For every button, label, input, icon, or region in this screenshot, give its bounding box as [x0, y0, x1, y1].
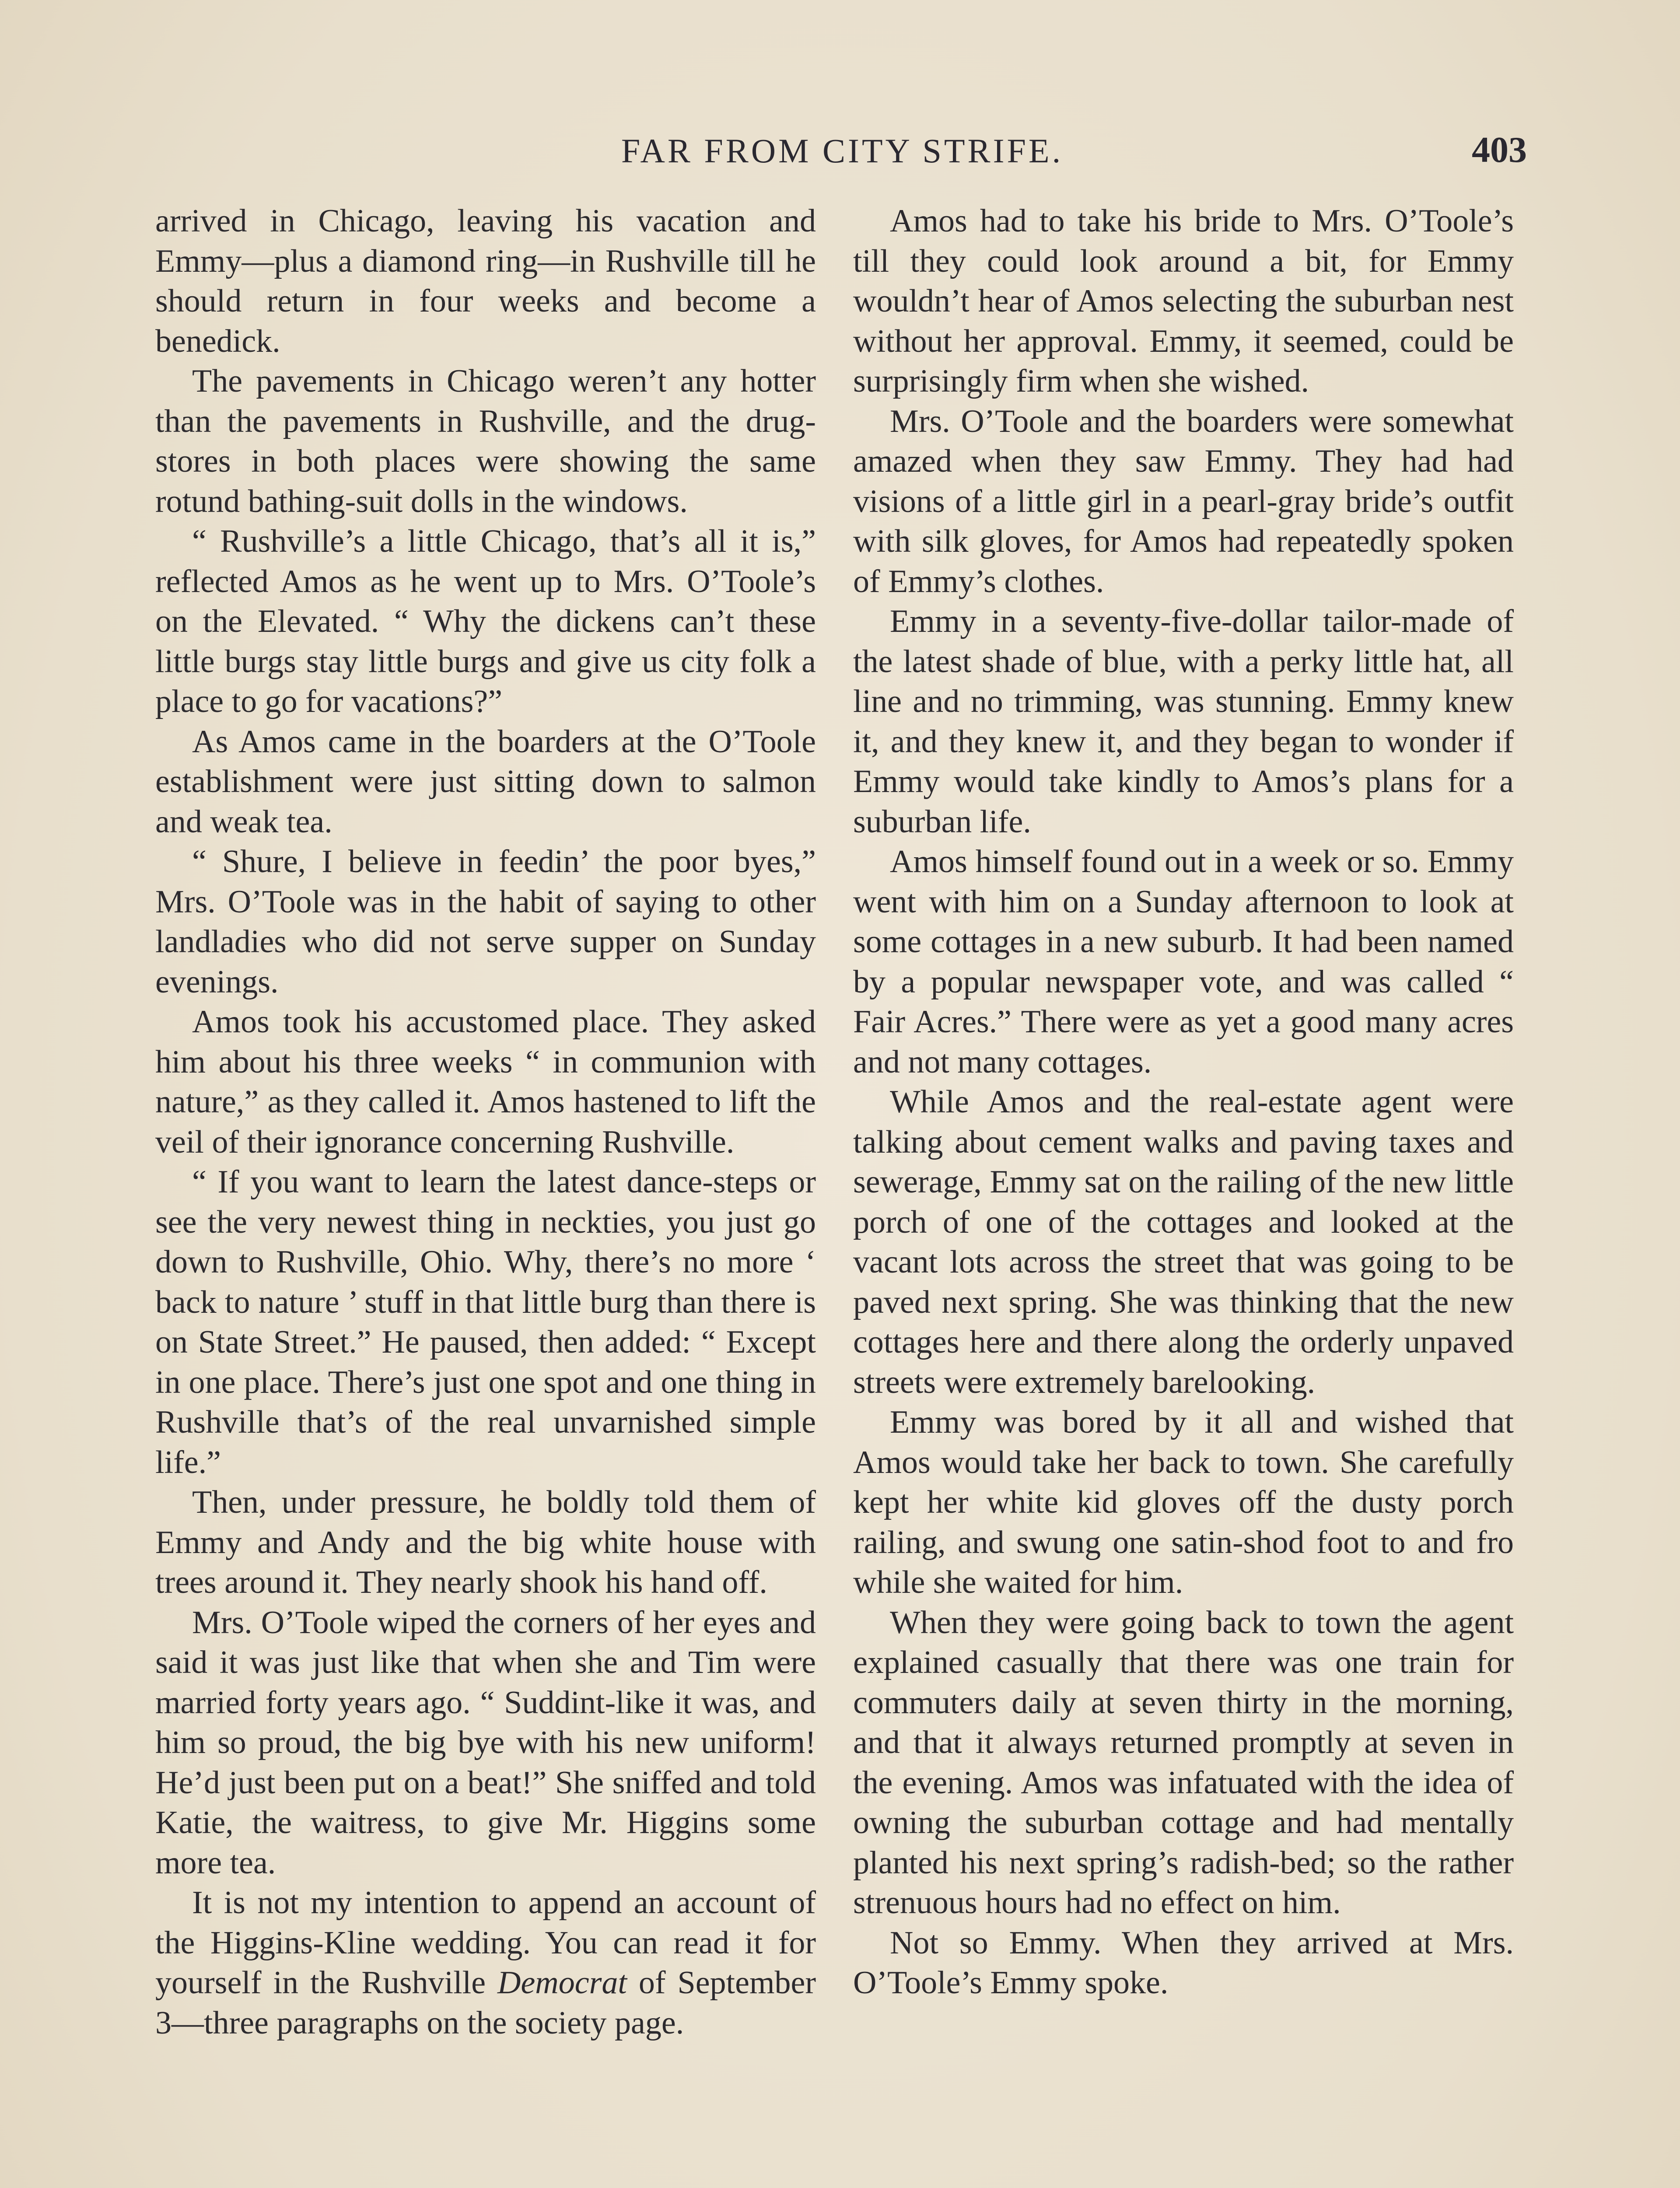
paragraph: The pavements in Chicago weren’t any hotter than the pavements in Rushville, and the drug-stores in both places were showing the same rotund bathing-suit dolls in the windows. [155, 363, 816, 519]
right-column [853, 201, 1514, 2003]
paragraph: “ Shure, I believe in feedin’ the poor byes,” Mrs. O’Toole was in the habit of saying to other landladies who did not serve supper on Sunday evenings. [155, 844, 816, 1000]
paragraph-text: of September 3—three paragraphs on the society page. [155, 1965, 816, 2041]
paragraph: arrived in Chicago, leaving his vacation and Emmy—plus a diamond ring—in Rushville till he should return in four weeks and become a benedick. [155, 203, 816, 359]
paragraph-text: It is not my intention to append an account of the Higgins-Kline wedding. You can read it for yourself in the Rushville [155, 1885, 816, 2001]
paragraph: Amos himself found out in a week or so. Emmy went with him on a Sunday afternoon to look at some cottages in a new suburb. It had been named by a popular newspaper vote, and was called “ Fair Acres.” There were as yet a good many acres and not many cottages. [853, 844, 1514, 1080]
paragraph: Emmy was bored by it all and wished that Amos would take her back to town. She carefully kept her white kid gloves off the dusty porch railing, and swung one satin-shod foot to and fro while she waited for him. [853, 1404, 1514, 1600]
paragraph: Not so Emmy. When they arrived at Mrs. O’Toole’s Emmy spoke. [853, 1925, 1514, 2001]
paragraph: Mrs. O’Toole and the boarders were somewhat amazed when they saw Emmy. They had had visions of a little girl in a pearl-gray bride’s outfit with silk gloves, for Amos had repeatedly spoken of Emmy’s clothes. [853, 403, 1514, 600]
page-number: 403 [1472, 130, 1527, 170]
paragraph: “ Rushville’s a little Chicago, that’s all it is,” reflected Amos as he went up to Mrs. O’Toole’s on the Elevated. “ Why the dickens can’t these little burgs stay little burgs and give us city folk a place to go for vacations?” [155, 523, 816, 719]
left-column [155, 201, 816, 2043]
running-title: FAR FROM CITY STRIFE. [621, 132, 1064, 170]
paragraph: As Amos came in the boarders at the O’Toole establishment were just sitting down to salmon and weak tea. [155, 723, 816, 840]
paragraph: Amos had to take his bride to Mrs. O’Toole’s till they could look around a bit, for Emmy wouldn’t hear of Amos selecting the suburban nest without her approval. Emmy, it seemed, could be surprisingly firm when she wished. [853, 203, 1514, 399]
paragraph: Amos took his accustomed place. They asked him about his three weeks “ in communion with nature,” as they called it. Amos hastened to lift the veil of their ignorance concerning Rushville. [155, 1004, 816, 1160]
paragraph: While Amos and the real-estate agent were talking about cement walks and paving taxes and sewerage, Emmy sat on the railing of the new little porch of one of the cottages and looked at the vacant lots across the street that was going to be paved next spring. She was thinking that the new cottages here and there along the orderly unpaved streets were extremely barelooking. [853, 1084, 1514, 1400]
paragraph: “ If you want to learn the latest dance-steps or see the very newest thing in neckties, you just go down to Rushville, Ohio. Why, there’s no more ‘ back to nature ’ stuff in that little burg than there is on State Street.” He paused, then added: “ Except in one place. There’s just one spot and one thing in Rushville that’s of the real unvarnished simple life.” [155, 1164, 816, 1480]
newspaper-title: Democrat [497, 1965, 627, 2001]
paragraph: Then, under pressure, he boldly told them of Emmy and Andy and the big white house with trees around it. They nearly shook his hand off. [155, 1484, 816, 1600]
paragraph: Mrs. O’Toole wiped the corners of her eyes and said it was just like that when she and Tim were married forty years ago. “ Suddint-like it was, and him so proud, the big bye with his new uniform! He’d just been put on a beat!” She sniffed and told Katie, the waitress, to give Mr. Higgins some more tea. [155, 1604, 816, 1881]
paragraph-with-italic [155, 1883, 816, 2043]
paragraph: When they were going back to town the agent explained casually that there was one train for commuters daily at seven thirty in the morning, and that it always returned promptly at seven in the evening. Amos was infatuated with the idea of owning the suburban cottage and had mentally planted his next spring’s radish-bed; so the rather strenuous hours had no effect on him. [853, 1604, 1514, 1921]
running-head [158, 123, 1527, 184]
paragraph: Emmy in a seventy-five-dollar tailor-made of the latest shade of blue, with a perky little hat, all line and no trimming, was stunning. Emmy knew it, and they knew it, and they began to wonder if Emmy would take kindly to Amos’s plans for a suburban life. [853, 603, 1514, 840]
